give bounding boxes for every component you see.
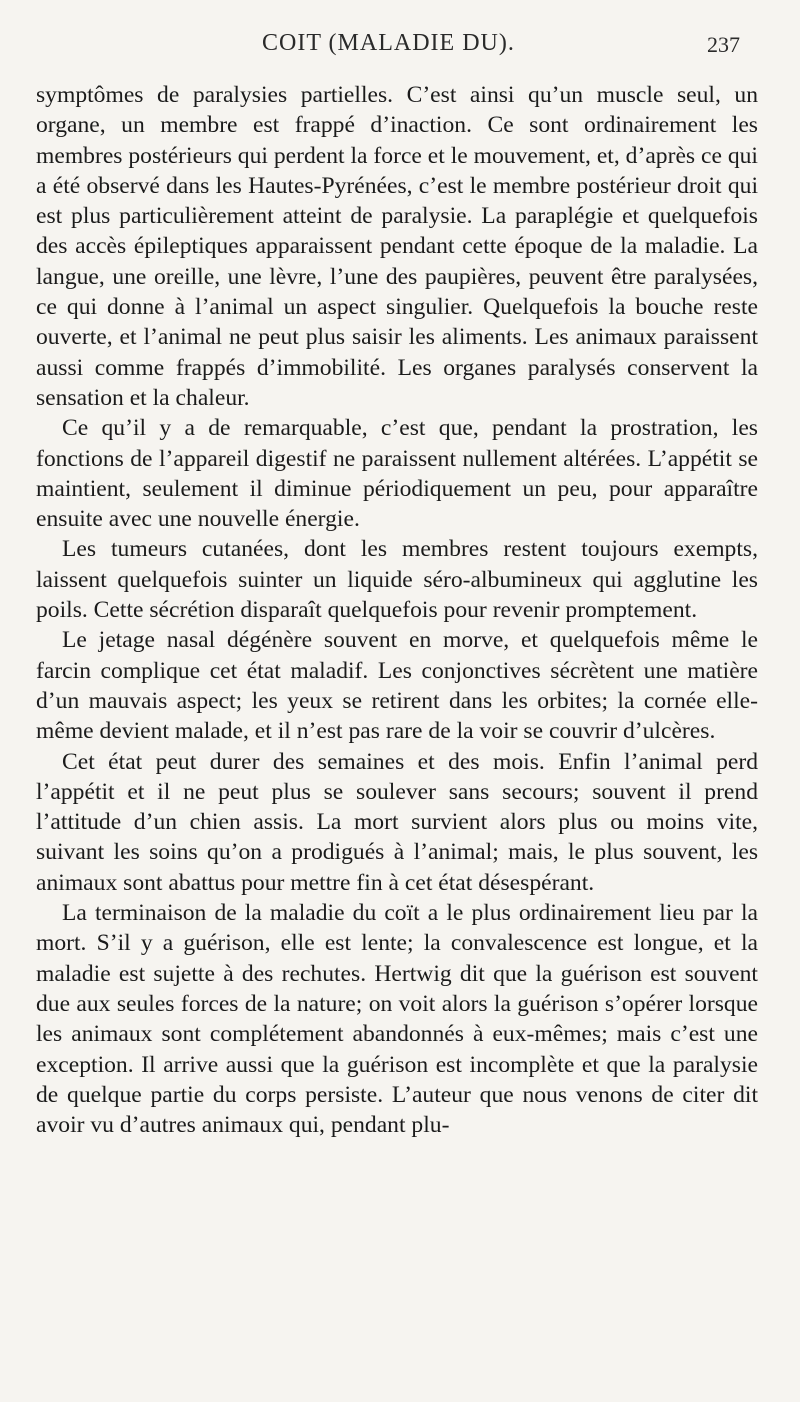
paragraph-nasal-discharge: Le jetage nasal dégénère souvent en morve, et quelquefois même le farcin complique cet état maladif. Les conjonctives sécrètent une matière d’un mauvais aspect; les yeux se retirent dans les orbites; la cornée elle-même devient malade, et il n’est pas rare de la voir se couvrir d’ulcères. [36, 627, 758, 745]
paragraph-digestive-function: Ce qu’il y a de remarquable, c’est que, pendant la prostration, les fonctions de l’appareil digestif ne paraissent nullement altérées. L’appétit se maintient, seulement il diminue périodiquement un peu, pour apparaître ensuite avec une nouvelle énergie. [36, 415, 758, 533]
page-header [0, 30, 800, 64]
body-text [36, 80, 758, 1140]
running-title: COIT (MALADIE DU). [262, 30, 515, 56]
paragraph-paralysis-symptoms: symptômes de paralysies partielles. C’est ainsi qu’un muscle seul, un organe, un membre est frappé d’inaction. Ce sont ordinairement les membres postérieurs qui perdent la force et le mouvement, et, d’après ce qui a été observé dans les Hautes-Pyrénées, c’est le membre postérieur droit qui est plus particulièrement atteint de paralysie. La paraplégie et quelquefois des accès épileptiques apparaissent pendant cette époque de la maladie. La langue, une oreille, une lèvre, l’une des paupières, peuvent être paralysées, ce qui donne à l’animal un aspect singulier. Quelquefois la bouche reste ouverte, et l’animal ne peut plus saisir les aliments. Les animaux paraissent aussi comme frappés d’immobilité. Les organes paralysés conservent la sensation et la chaleur. [36, 82, 758, 411]
paragraph-disease-duration: Cet état peut durer des semaines et des mois. Enfin l’animal perd l’appétit et il ne peut plus se soulever sans secours; souvent il prend l’attitude d’un chien assis. La mort survient alors plus ou moins vite, suivant les soins qu’on a prodigués à l’animal; mais, le plus souvent, les animaux sont abattus pour mettre fin à cet état désespérant. [36, 748, 758, 896]
page-number: 237 [707, 32, 740, 57]
paragraph-cutaneous-tumors: Les tumeurs cutanées, dont les membres restent toujours exempts, laissent quelquefois suinter un liquide séro-albumineux qui agglutine les poils. Cette sécrétion disparaît quelquefois pour revenir promptement. [36, 536, 758, 624]
paragraph-disease-outcome: La terminaison de la maladie du coït a le plus ordinairement lieu par la mort. S’il y a guérison, elle est lente; la convalescence est longue, et la maladie est sujette à des rechutes. Hertwig dit que la guérison est souvent due aux seules forces de la nature; on voit alors la guérison s’opérer lorsque les animaux sont complétement abandonnés à eux-mêmes; mais c’est une exception. Il arrive aussi que la guérison est incomplète et que la paralysie de quelque partie du corps persiste. L’auteur que nous venons de citer dit avoir vu d’autres animaux qui, pendant plu- [36, 900, 758, 1139]
